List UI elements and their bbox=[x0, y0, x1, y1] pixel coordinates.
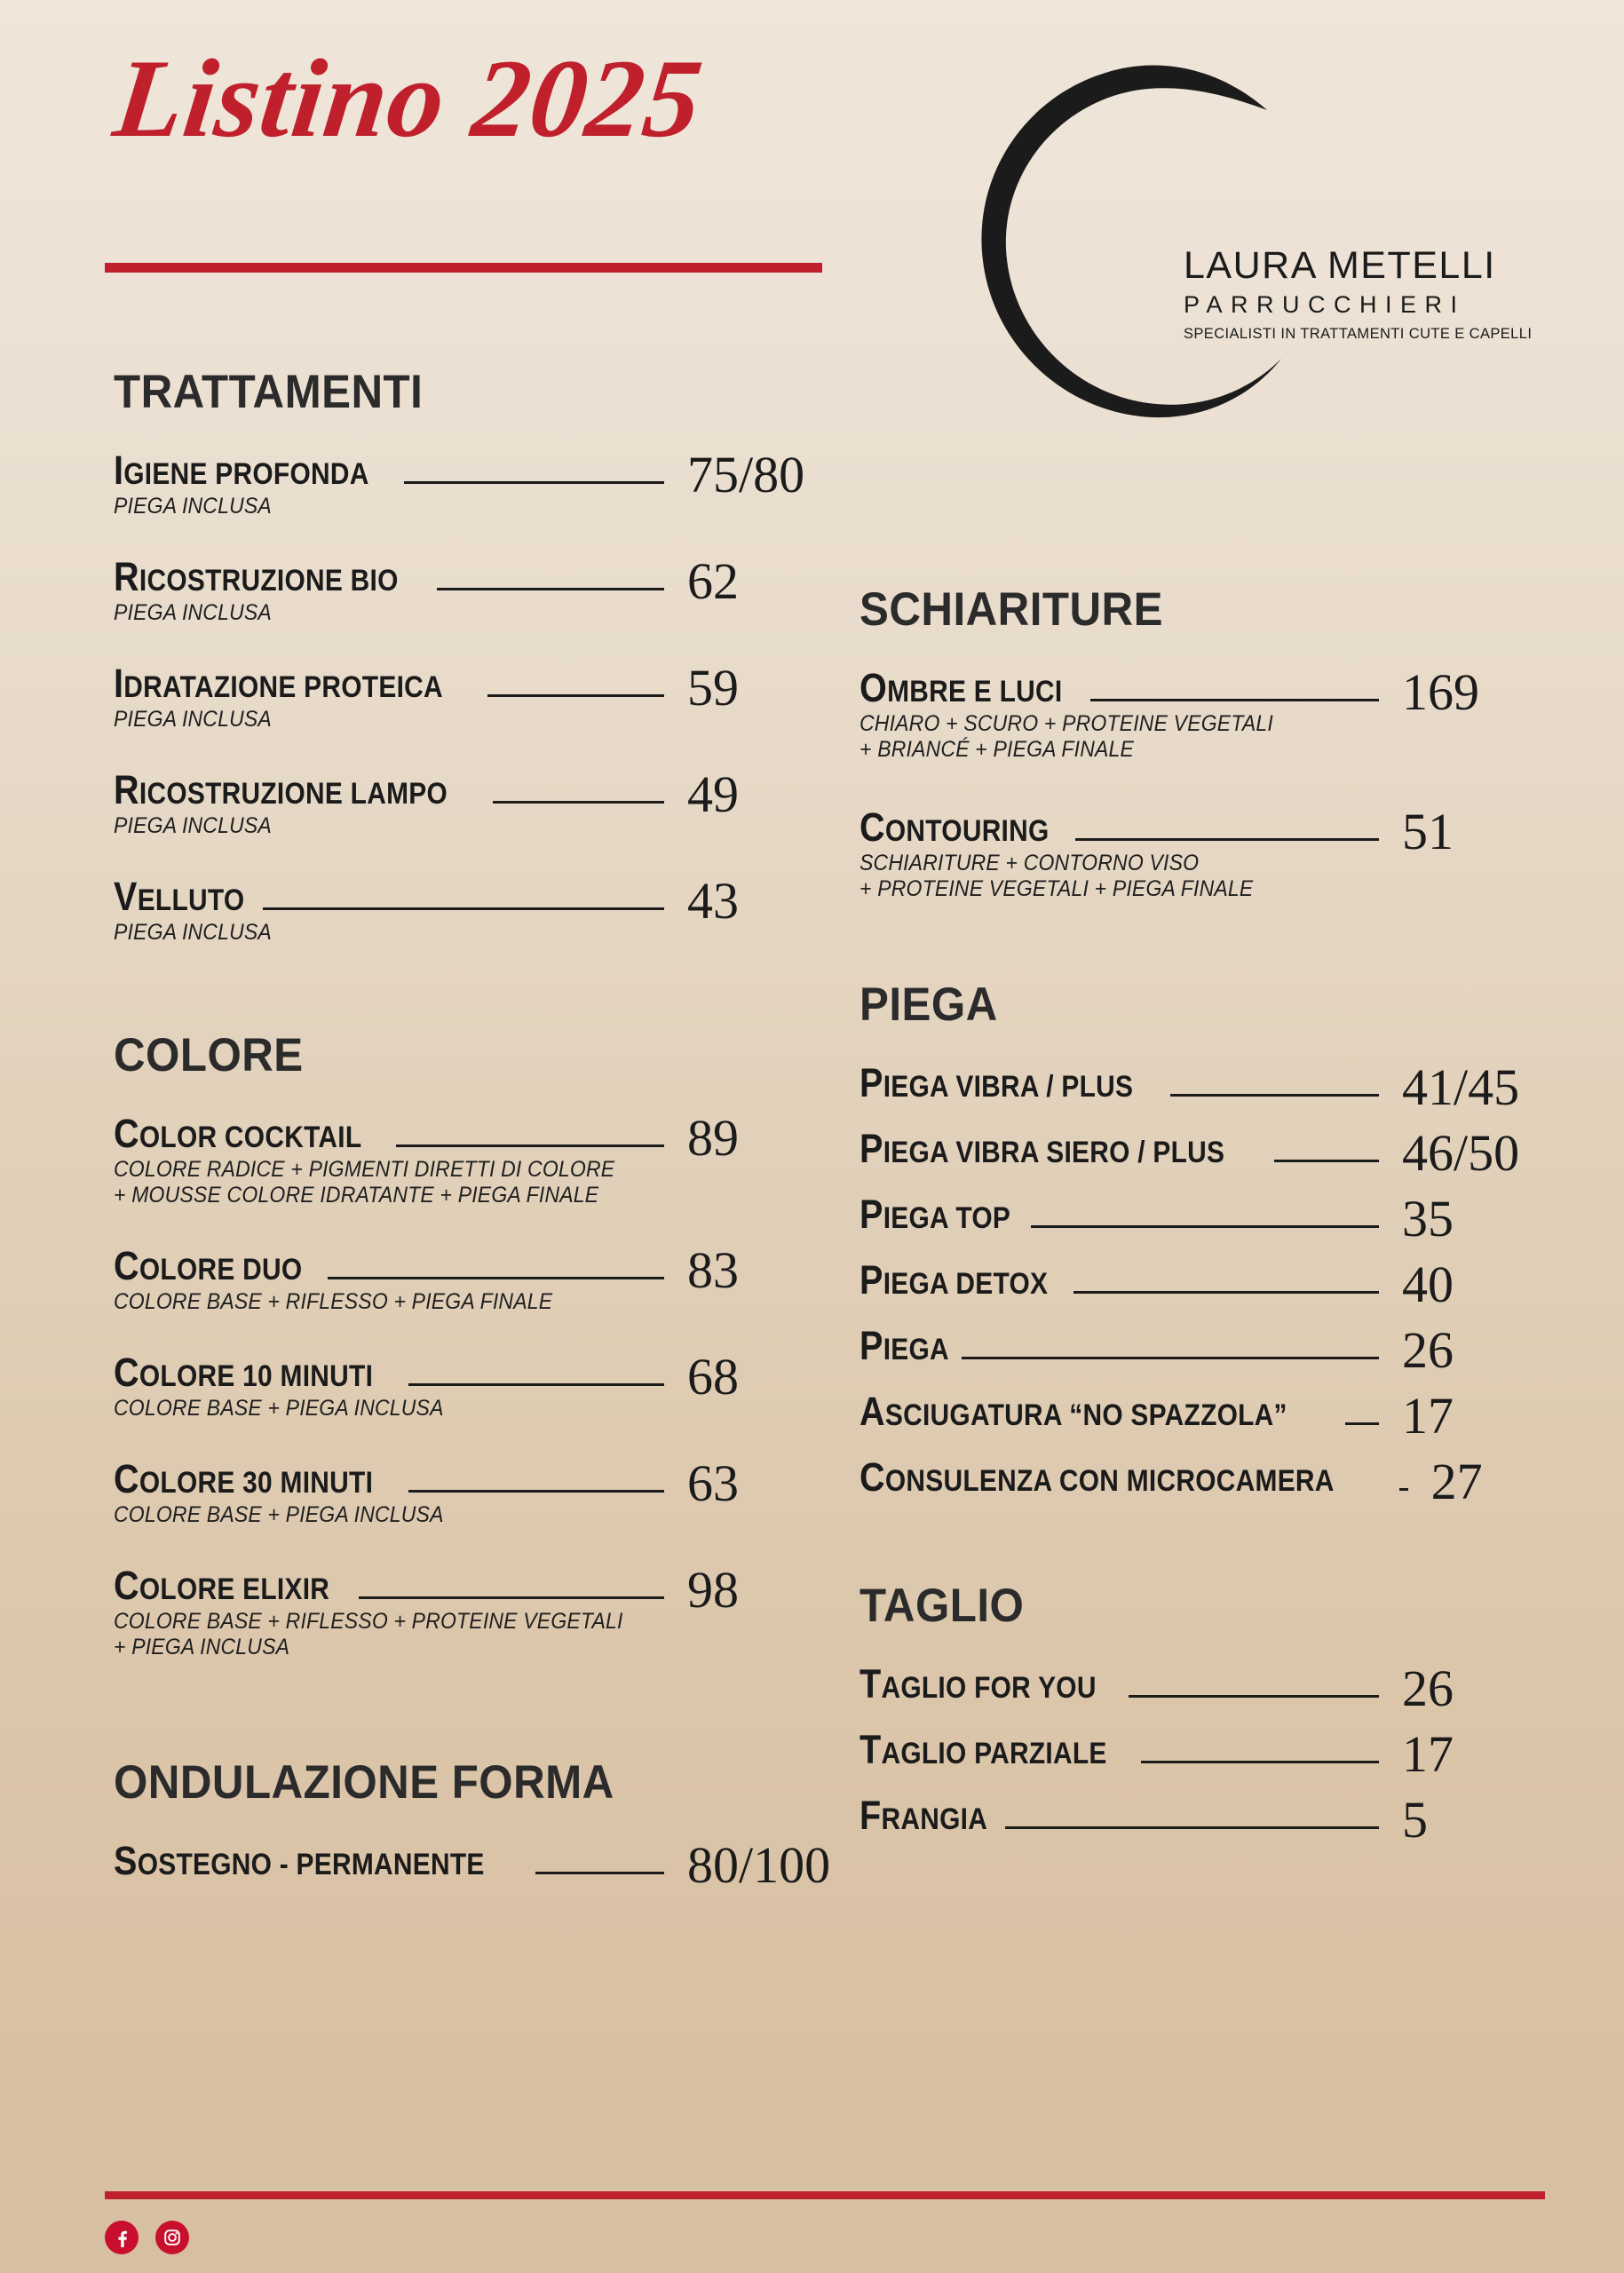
price-item bbox=[860, 1784, 1570, 1849]
item-description: COLORE BASE + RIFLESSO + PIEGA FINALE bbox=[114, 1289, 553, 1314]
item-name-rest: ONSULENZA CON MICROCAMERA bbox=[884, 1464, 1335, 1498]
item-leader-rule bbox=[493, 801, 664, 804]
item-leader-rule bbox=[396, 1144, 665, 1147]
item-name bbox=[114, 661, 443, 706]
item-leader-rule bbox=[1073, 1291, 1379, 1294]
item-price: 62 bbox=[687, 552, 739, 610]
item-name bbox=[860, 1323, 949, 1368]
item-leader-rule bbox=[1075, 838, 1379, 841]
price-item bbox=[860, 1718, 1570, 1783]
item-name-rest: IEGA TOP bbox=[883, 1201, 1011, 1235]
item-name-initial: C bbox=[114, 1111, 139, 1156]
item-leader-rule bbox=[487, 694, 664, 697]
item-name bbox=[860, 1661, 1097, 1707]
social-links bbox=[105, 2221, 189, 2254]
item-name bbox=[114, 1243, 303, 1288]
item-price: 26 bbox=[1402, 1321, 1454, 1379]
item-name bbox=[860, 1060, 1134, 1105]
price-item bbox=[114, 758, 833, 838]
item-name-initial: C bbox=[860, 1454, 885, 1500]
item-leader-rule bbox=[1090, 699, 1379, 701]
item-name-initial: I bbox=[114, 447, 124, 493]
item-name-initial: R bbox=[114, 554, 139, 599]
item-name-rest: AGLIO FOR YOU bbox=[881, 1671, 1097, 1705]
item-description: COLORE BASE + PIEGA INCLUSA bbox=[114, 1502, 444, 1527]
item-leader-rule bbox=[1170, 1094, 1379, 1097]
item-name-rest: MBRE E LUCI bbox=[887, 675, 1063, 709]
item-price: 68 bbox=[687, 1348, 739, 1406]
item-name bbox=[114, 1350, 374, 1395]
item-name bbox=[114, 767, 448, 812]
left-price-column bbox=[114, 366, 833, 1894]
price-item bbox=[860, 1117, 1570, 1182]
item-name-rest: ICOSTRUZIONE LAMPO bbox=[139, 777, 448, 811]
item-leader-rule bbox=[535, 1872, 664, 1874]
footer-divider bbox=[105, 2191, 1545, 2199]
item-name-rest: DRATAZIONE PROTEICA bbox=[123, 670, 443, 704]
item-name-rest: ICOSTRUZIONE BIO bbox=[139, 564, 399, 598]
section-title: TAGLIO bbox=[860, 1580, 1025, 1632]
item-name-rest: OLORE ELIXIR bbox=[139, 1572, 330, 1606]
item-leader-rule bbox=[359, 1596, 664, 1599]
logo-text-block bbox=[1184, 244, 1557, 342]
section-ondulazione-forma bbox=[114, 1756, 833, 1894]
instagram-icon[interactable] bbox=[155, 2221, 189, 2254]
price-item bbox=[860, 1051, 1570, 1116]
section-title: ONDULAZIONE FORMA bbox=[114, 1756, 614, 1809]
item-price: 41/45 bbox=[1402, 1058, 1520, 1116]
item-description: PIEGA INCLUSA bbox=[114, 707, 272, 732]
item-price: 27 bbox=[1430, 1453, 1483, 1510]
price-item bbox=[114, 439, 833, 519]
item-name-rest: RANGIA bbox=[881, 1802, 988, 1836]
item-name bbox=[860, 665, 1063, 710]
item-name bbox=[860, 1793, 988, 1838]
logo-subtitle: PARRUCCHIERI bbox=[1184, 291, 1466, 318]
item-name bbox=[114, 1111, 362, 1156]
section-colore bbox=[114, 1029, 833, 1659]
crescent-arc-icon bbox=[955, 53, 1327, 426]
item-price: 46/50 bbox=[1402, 1124, 1520, 1182]
item-name-initial: F bbox=[860, 1793, 882, 1838]
item-leader-rule bbox=[962, 1357, 1379, 1359]
item-name-initial: C bbox=[860, 804, 885, 850]
section-schiariture bbox=[860, 583, 1570, 901]
section-taglio bbox=[860, 1580, 1570, 1849]
item-price: 51 bbox=[1402, 803, 1454, 860]
item-name bbox=[860, 804, 1050, 850]
item-price: 35 bbox=[1402, 1190, 1454, 1247]
price-item bbox=[114, 1554, 833, 1659]
item-name-rest: OSTEGNO - PERMANENTE bbox=[137, 1848, 485, 1881]
item-name-rest: OLORE 30 MINUTI bbox=[139, 1466, 374, 1500]
item-leader-rule bbox=[1274, 1160, 1379, 1162]
price-item bbox=[860, 656, 1570, 762]
section-title: TRATTAMENTI bbox=[114, 366, 424, 418]
logo-tagline: SPECIALISTI IN TRATTAMENTI CUTE E CAPELLI bbox=[1184, 326, 1533, 342]
item-description: COLORE RADICE + PIGMENTI DIRETTI DI COLORE bbox=[114, 1157, 615, 1182]
price-item bbox=[114, 1447, 833, 1527]
price-item bbox=[114, 1829, 833, 1894]
item-description: COLORE BASE + PIEGA INCLUSA bbox=[114, 1396, 444, 1421]
item-description: COLORE BASE + RIFLESSO + PROTEINE VEGETALI bbox=[114, 1609, 623, 1634]
item-name-rest: SCIUGATURA “NO SPAZZOLA” bbox=[884, 1398, 1287, 1432]
price-item bbox=[860, 1445, 1570, 1510]
item-price: 63 bbox=[687, 1454, 739, 1512]
item-name-initial: R bbox=[114, 767, 139, 812]
item-description: + PROTEINE VEGETALI + PIEGA FINALE bbox=[860, 876, 1254, 901]
item-name-rest: ONTOURING bbox=[884, 814, 1050, 848]
item-name bbox=[860, 1454, 1335, 1500]
item-name-initial: P bbox=[860, 1192, 883, 1237]
item-price: 98 bbox=[687, 1561, 739, 1619]
right-price-column bbox=[860, 583, 1570, 1849]
item-name-rest: IEGA DETOX bbox=[883, 1267, 1049, 1301]
item-leader-rule bbox=[328, 1277, 664, 1279]
item-name bbox=[860, 1192, 1011, 1237]
item-description: PIEGA INCLUSA bbox=[114, 813, 272, 838]
price-item bbox=[860, 796, 1570, 901]
price-item bbox=[114, 545, 833, 625]
item-name bbox=[114, 447, 369, 493]
item-name-rest: AGLIO PARZIALE bbox=[881, 1737, 1107, 1770]
price-item bbox=[860, 1248, 1570, 1313]
item-price: 75/80 bbox=[687, 446, 805, 503]
item-leader-rule bbox=[437, 588, 664, 590]
item-name-initial: O bbox=[860, 665, 888, 710]
item-name-rest: IEGA VIBRA SIERO / PLUS bbox=[883, 1136, 1225, 1169]
item-price: 83 bbox=[687, 1241, 739, 1299]
item-description: PIEGA INCLUSA bbox=[114, 600, 272, 625]
item-description: CHIARO + SCURO + PROTEINE VEGETALI bbox=[860, 711, 1273, 736]
price-item bbox=[860, 1380, 1570, 1445]
item-name bbox=[860, 1126, 1225, 1171]
item-name-initial: C bbox=[114, 1243, 139, 1288]
item-leader-rule bbox=[1345, 1422, 1379, 1425]
item-price: 17 bbox=[1402, 1725, 1454, 1783]
section-title: COLORE bbox=[114, 1029, 304, 1081]
item-name-rest: GIENE PROFONDA bbox=[123, 457, 369, 491]
facebook-icon[interactable] bbox=[105, 2221, 139, 2254]
item-name bbox=[114, 554, 399, 599]
header-divider bbox=[105, 263, 822, 273]
item-name-initial: S bbox=[114, 1838, 138, 1883]
item-name-initial: V bbox=[114, 874, 138, 919]
item-name-initial: I bbox=[114, 661, 124, 706]
item-name-rest: OLOR COCKTAIL bbox=[139, 1121, 362, 1154]
item-leader-rule bbox=[1399, 1488, 1408, 1491]
item-price: 26 bbox=[1402, 1659, 1454, 1717]
price-item bbox=[114, 1102, 833, 1208]
item-price: 59 bbox=[687, 659, 739, 717]
item-price: 40 bbox=[1402, 1255, 1454, 1313]
section-trattamenti bbox=[114, 368, 833, 945]
item-name-initial: P bbox=[860, 1126, 883, 1171]
item-description: + MOUSSE COLORE IDRATANTE + PIEGA FINALE bbox=[114, 1183, 599, 1208]
item-name-rest: OLORE DUO bbox=[139, 1253, 303, 1287]
item-name bbox=[860, 1727, 1107, 1772]
item-name-rest: ELLUTO bbox=[137, 883, 245, 917]
item-price: 17 bbox=[1402, 1387, 1454, 1445]
item-leader-rule bbox=[1031, 1225, 1379, 1228]
item-leader-rule bbox=[1129, 1695, 1379, 1698]
item-price: 89 bbox=[687, 1109, 739, 1167]
item-name bbox=[860, 1257, 1049, 1303]
section-piega bbox=[860, 978, 1570, 1510]
item-price: 49 bbox=[687, 765, 739, 823]
price-item bbox=[860, 1652, 1570, 1717]
price-item bbox=[114, 1234, 833, 1314]
section-title: PIEGA bbox=[860, 978, 998, 1031]
section-title: SCHIARITURE bbox=[860, 583, 1163, 636]
item-leader-rule bbox=[408, 1383, 664, 1386]
item-name-initial: P bbox=[860, 1060, 883, 1105]
item-name-initial: C bbox=[114, 1456, 139, 1501]
item-name-rest: IEGA bbox=[883, 1333, 949, 1366]
item-description: + PIEGA INCLUSA bbox=[114, 1635, 290, 1659]
item-name-rest: OLORE 10 MINUTI bbox=[139, 1359, 374, 1393]
item-price: 169 bbox=[1402, 663, 1479, 721]
price-item bbox=[860, 1314, 1570, 1379]
item-name bbox=[114, 874, 245, 919]
item-name-rest: IEGA VIBRA / PLUS bbox=[883, 1070, 1134, 1104]
price-item bbox=[114, 1341, 833, 1421]
item-name-initial: C bbox=[114, 1350, 139, 1395]
price-item bbox=[860, 1183, 1570, 1247]
item-name bbox=[114, 1563, 330, 1608]
item-description: + BRIANCÉ + PIEGA FINALE bbox=[860, 737, 1135, 762]
item-name bbox=[114, 1838, 485, 1883]
brand-logo bbox=[955, 53, 1533, 426]
page-title: Listino 2025 bbox=[107, 37, 709, 161]
item-name bbox=[114, 1456, 374, 1501]
item-description: PIEGA INCLUSA bbox=[114, 920, 272, 945]
item-leader-rule bbox=[408, 1490, 664, 1493]
item-price: 43 bbox=[687, 872, 739, 930]
logo-name: LAURA METELLI bbox=[1184, 244, 1496, 287]
item-name-initial: P bbox=[860, 1323, 883, 1368]
item-name bbox=[860, 1389, 1287, 1434]
item-description: PIEGA INCLUSA bbox=[114, 494, 272, 519]
item-leader-rule bbox=[404, 481, 664, 484]
item-leader-rule bbox=[1141, 1761, 1379, 1763]
item-description: SCHIARITURE + CONTORNO VISO bbox=[860, 851, 1200, 875]
item-name-initial: T bbox=[860, 1727, 882, 1772]
price-item bbox=[114, 865, 833, 945]
item-price: 80/100 bbox=[687, 1836, 831, 1894]
item-leader-rule bbox=[1005, 1826, 1379, 1829]
item-name-initial: T bbox=[860, 1661, 882, 1707]
item-leader-rule bbox=[263, 907, 665, 910]
price-item bbox=[114, 652, 833, 732]
item-name-initial: C bbox=[114, 1563, 139, 1608]
item-name-initial: P bbox=[860, 1257, 883, 1303]
item-name-initial: A bbox=[860, 1389, 885, 1434]
item-price: 5 bbox=[1402, 1791, 1428, 1849]
